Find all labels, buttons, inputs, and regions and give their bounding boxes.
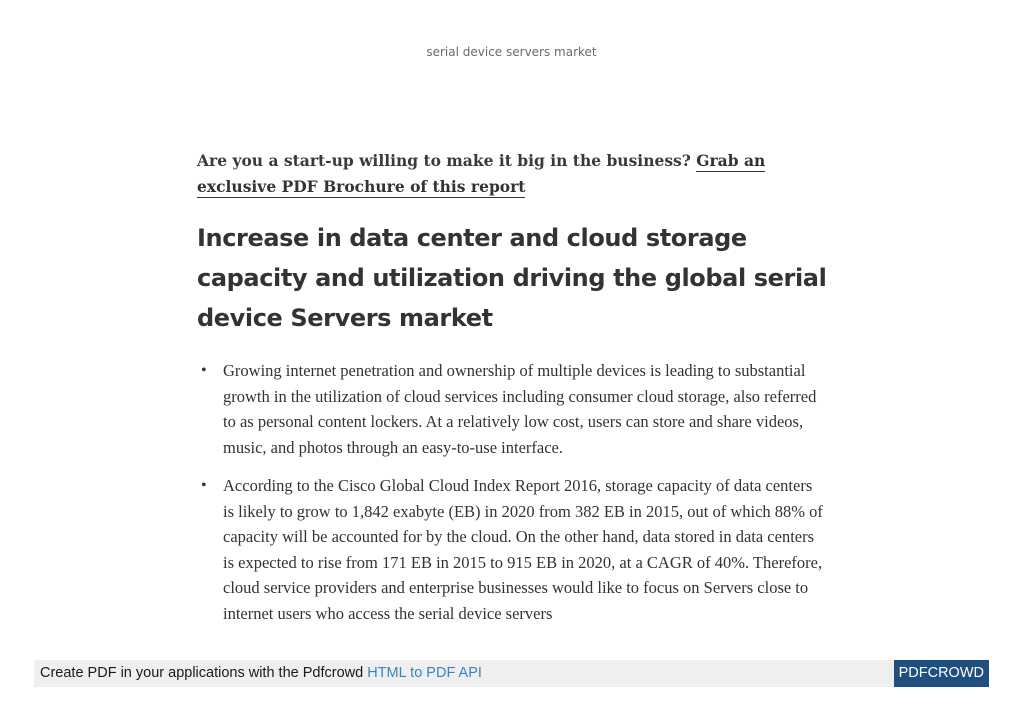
html-to-pdf-api-link[interactable]: HTML to PDF API [367, 665, 482, 681]
article-content [197, 148, 827, 639]
list-item [197, 358, 827, 460]
list-item [197, 473, 827, 626]
footer-message: Create PDF in your applications with the Pdfcrowd [40, 665, 368, 681]
list-item-text: According to the Cisco Global Cloud Index Report 2016, storage capacity of data centers is likely to grow to 1,842 exabyte (EB) in 2020 from 382 EB in 2015, out of which 88% of capacity will be accounted for by the cloud. On the other hand, data stored in data centers is expected to rise from 171 EB in 2015 to 915 EB in 2020, at a CAGR of 40%. Therefore, cloud service providers and enterprise businesses would like to focus on Servers close to internet users who access the serial device servers [223, 476, 823, 623]
pdfcrowd-footer [34, 660, 989, 687]
list-item-text: Growing internet penetration and ownership of multiple devices is leading to substantial growth in the utilization of cloud services including consumer cloud storage, also referred to as personal content lockers. At a relatively low cost, users can store and share videos, music, and photos through an easy-to-use interface. [223, 361, 817, 457]
promo-question: Are you a start-up willing to make it big in the business? [197, 151, 697, 170]
pdfcrowd-button[interactable]: PDFCROWD [894, 660, 989, 687]
running-title: serial device servers market [426, 45, 597, 59]
promo-paragraph [197, 148, 827, 200]
bullet-list [197, 358, 827, 626]
bullet-icon: • [201, 362, 207, 379]
section-heading: Increase in data center and cloud storage capacity and utilization driving the global serial device Servers market [197, 224, 827, 332]
bullet-icon: • [201, 477, 207, 494]
footer-text [40, 665, 482, 681]
pdf-brochure-link[interactable]: Grab an exclusive PDF Brochure of this report [197, 151, 766, 196]
